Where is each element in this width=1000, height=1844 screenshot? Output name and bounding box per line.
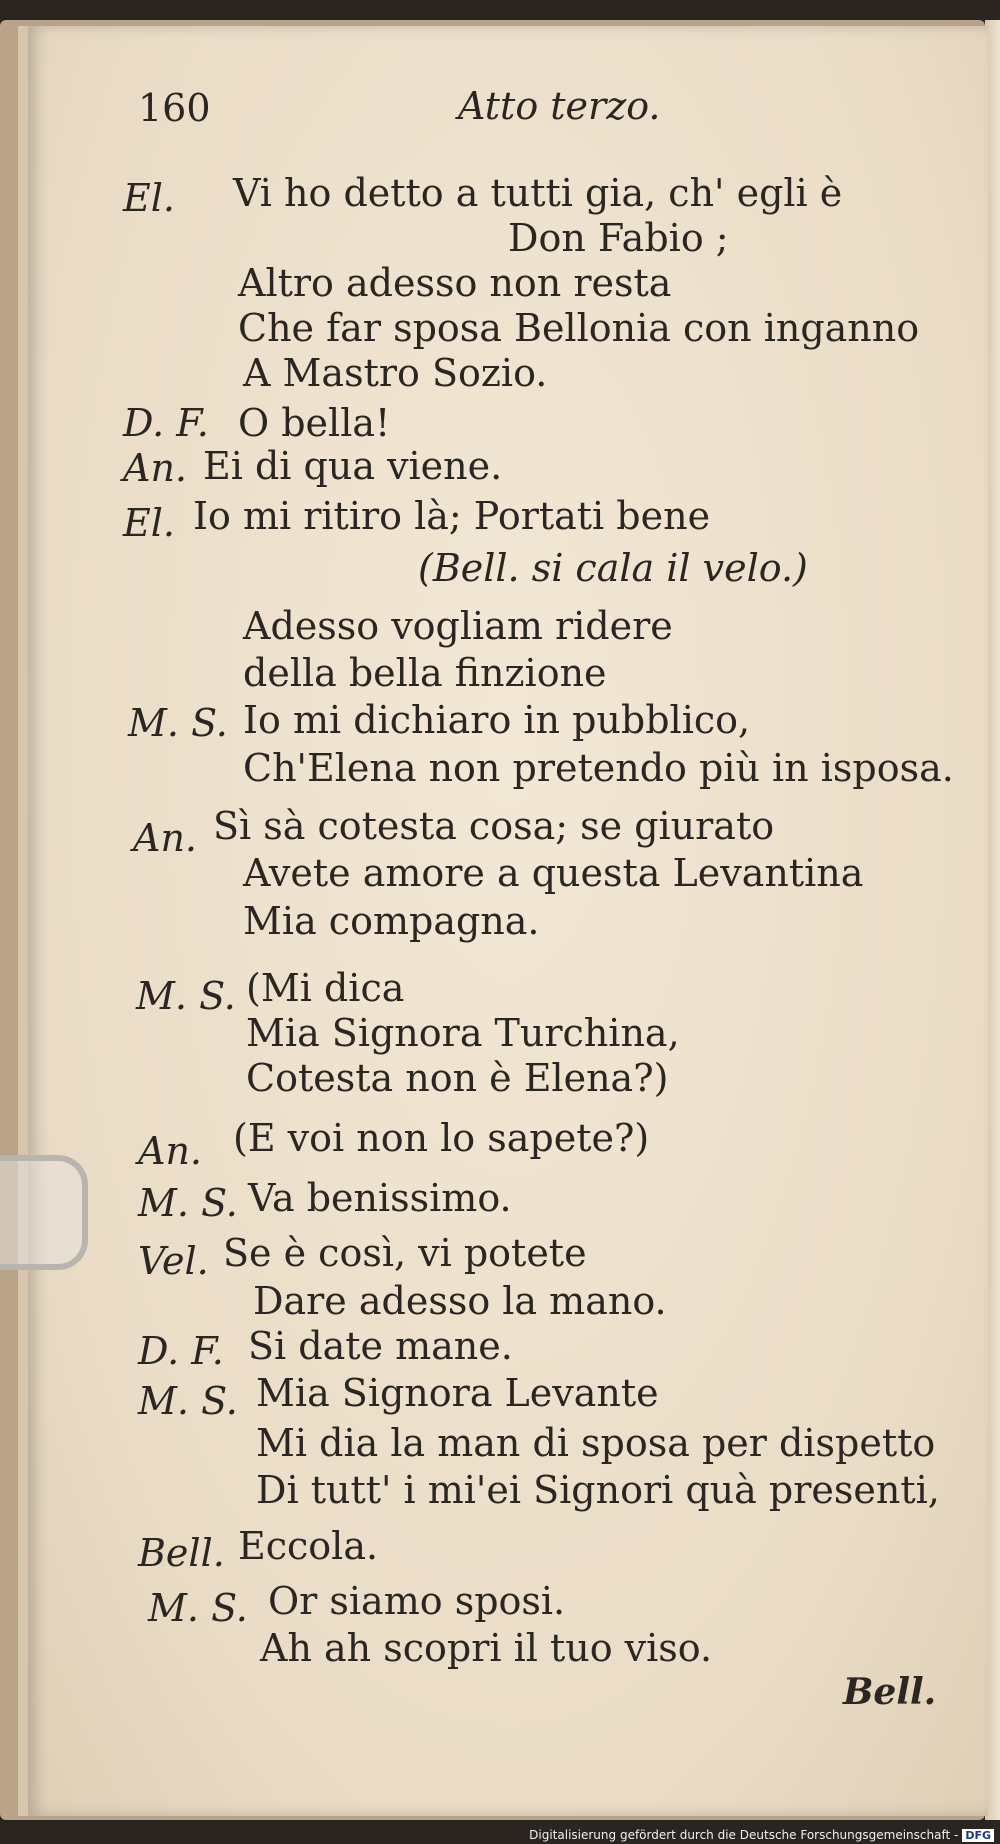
dfg-logo: DFG <box>962 1829 994 1842</box>
verse-line: Ch'Elena non pretendo più in isposa. <box>243 746 954 790</box>
speaker-label: An. <box>138 1129 202 1173</box>
speaker-label: M. S. <box>128 701 228 745</box>
verse-line: Di tutt' i mi'ei Signori quà presenti, <box>256 1468 940 1512</box>
verse-line: Or siamo sposi. <box>268 1579 566 1623</box>
verse-line: Ah ah scopri il tuo viso. <box>260 1626 713 1670</box>
verse-line: Cotesta non è Elena?) <box>246 1056 669 1100</box>
speaker-label: El. <box>123 176 175 220</box>
verse-line: Mia Signora Levante <box>256 1371 659 1415</box>
verse-line: della bella finzione <box>243 651 607 695</box>
verse-line: Mia compagna. <box>243 899 540 943</box>
verse-line: Mi dia la man di sposa per dispetto <box>256 1421 936 1465</box>
speaker-label: M. S. <box>148 1586 248 1630</box>
digitization-credit <box>529 1828 994 1842</box>
verse-line: Adesso vogliam ridere <box>243 604 673 648</box>
catchword: Bell. <box>843 1671 937 1713</box>
verse-line: (E voi non lo sapete?) <box>233 1116 650 1160</box>
page-number: 160 <box>138 86 211 130</box>
book-page <box>18 26 988 1816</box>
speaker-label: Bell. <box>138 1531 225 1575</box>
verse-line: Eccola. <box>238 1524 379 1568</box>
speaker-label: M. S. <box>138 1181 238 1225</box>
verse-line: Vi ho detto a tutti gia, ch' egli è <box>233 171 843 215</box>
verse-line: Dare adesso la mano. <box>253 1279 667 1323</box>
speaker-label: M. S. <box>138 1379 238 1423</box>
verse-line: Ei di qua viene. <box>203 444 503 488</box>
verse-line: Si date mane. <box>248 1324 513 1368</box>
speaker-label: An. <box>123 446 187 490</box>
verse-line: O bella! <box>238 401 391 445</box>
verse-line: Va benissimo. <box>248 1176 512 1220</box>
verse-line: Sì sà cotesta cosa; se giurato <box>213 804 775 848</box>
verse-line: Io mi dichiaro in pubblico, <box>243 698 751 742</box>
running-title: Atto terzo. <box>458 84 661 128</box>
verse-line: Don Fabio ; <box>508 216 729 260</box>
verse-line: A Mastro Sozio. <box>243 351 548 395</box>
speaker-label: D. F. <box>123 401 209 445</box>
stage-direction: (Bell. si cala il velo.) <box>418 546 808 590</box>
verse-line: Che far sposa Bellonia con inganno <box>238 306 920 350</box>
speaker-label: M. S. <box>136 974 236 1018</box>
speaker-label: Vel. <box>138 1239 209 1283</box>
verse-line: Altro adesso non resta <box>238 261 672 305</box>
speaker-label: El. <box>123 501 175 545</box>
verse-line: Io mi ritiro là; Portati bene <box>193 494 711 538</box>
speaker-label: An. <box>133 816 197 860</box>
verse-line: (Mi dica <box>246 966 405 1010</box>
credit-text: Digitalisierung gefördert durch die Deutsche Forschungsgemeinschaft - <box>529 1828 959 1842</box>
page-clip <box>0 1155 88 1270</box>
speaker-label: D. F. <box>138 1329 224 1373</box>
verse-line: Mia Signora Turchina, <box>246 1011 680 1055</box>
verse-line: Se è così, vi potete <box>223 1231 587 1275</box>
verse-line: Avete amore a questa Levantina <box>243 851 864 895</box>
